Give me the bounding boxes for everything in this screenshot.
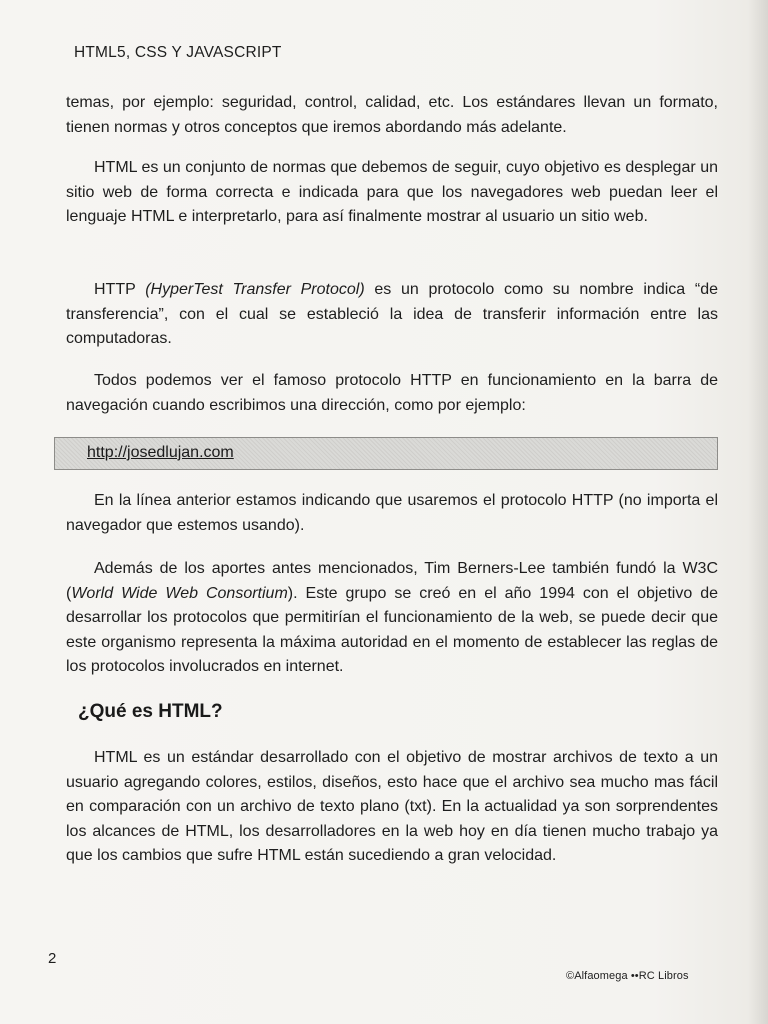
- paragraph-http-definition: [66, 278, 718, 352]
- http-label: HTTP: [94, 281, 146, 298]
- w3c-description: ). Este grupo se creó en el año 1994 con el objetivo de desarrollar los protocolos que permitirían el funcionamiento de la web, se puede decir que este organismo representa la máxima autoridad en el momento de establecer las reglas de los protocolos involucrados en internet.: [66, 584, 719, 675]
- http-expansion: (HyperTest Transfer Protocol): [145, 281, 365, 298]
- running-head: HTML5, CSS Y JAVASCRIPT: [74, 44, 282, 61]
- http-description: es un protocolo como su nombre indica “de transferencia”, con el cual se estableció la idea de transferir información entre las computadoras.: [66, 281, 718, 347]
- w3c-intro: Además de los aportes antes mencionados, Tim Berners-Lee también fundó la W3C (: [66, 560, 718, 602]
- paragraph-http-browser-bar: Todos podemos ver el famoso protocolo HTTP en funcionamiento en la barra de navegación cuando escribimos una dirección, como por ejemplo:: [66, 372, 718, 414]
- paragraph-w3c: [66, 557, 718, 680]
- page-number: 2: [48, 950, 57, 967]
- paragraph-previous-line: En la línea anterior estamos indicando que usaremos el protocolo HTTP (no importa el navegador que estemos usando).: [66, 492, 718, 534]
- paragraph-html-definition: HTML es un conjunto de normas que debemos de seguir, cuyo objetivo es desplegar un sitio web de forma correcta e indicada para que los navegadores web puedan leer el lenguaje HTML e interpretarlo, para así finalmente mostrar al usuario un sitio web.: [66, 159, 718, 225]
- section-heading: ¿Qué es HTML?: [78, 701, 223, 722]
- paragraph-what-is-html: HTML es un estándar desarrollado con el objetivo de mostrar archivos de texto a un usuario agregando colores, estilos, diseños, esto hace que el archivo sea mucho mas fácil en comparación con un archivo de texto plano (txt). En la actualidad ya son sorprendentes los alcances de HTML, los desarrolladores en la web hoy en día tienen mucho trabajo ya que los cambios que sufre HTML están sucediendo a gran velocidad.: [66, 749, 718, 864]
- paragraph-standards-continuation: temas, por ejemplo: seguridad, control, calidad, etc. Los estándares llevan un formato, tienen normas y otros conceptos que iremos abordando más adelante.: [66, 94, 718, 136]
- example-url: http://josedlujan.com: [87, 444, 234, 461]
- w3c-expansion: World Wide Web Consortium: [71, 584, 288, 602]
- code-example-box: [54, 437, 718, 470]
- publisher-credit: ©Alfaomega ••RC Libros: [566, 970, 689, 982]
- page-spine-shadow: [748, 0, 768, 1024]
